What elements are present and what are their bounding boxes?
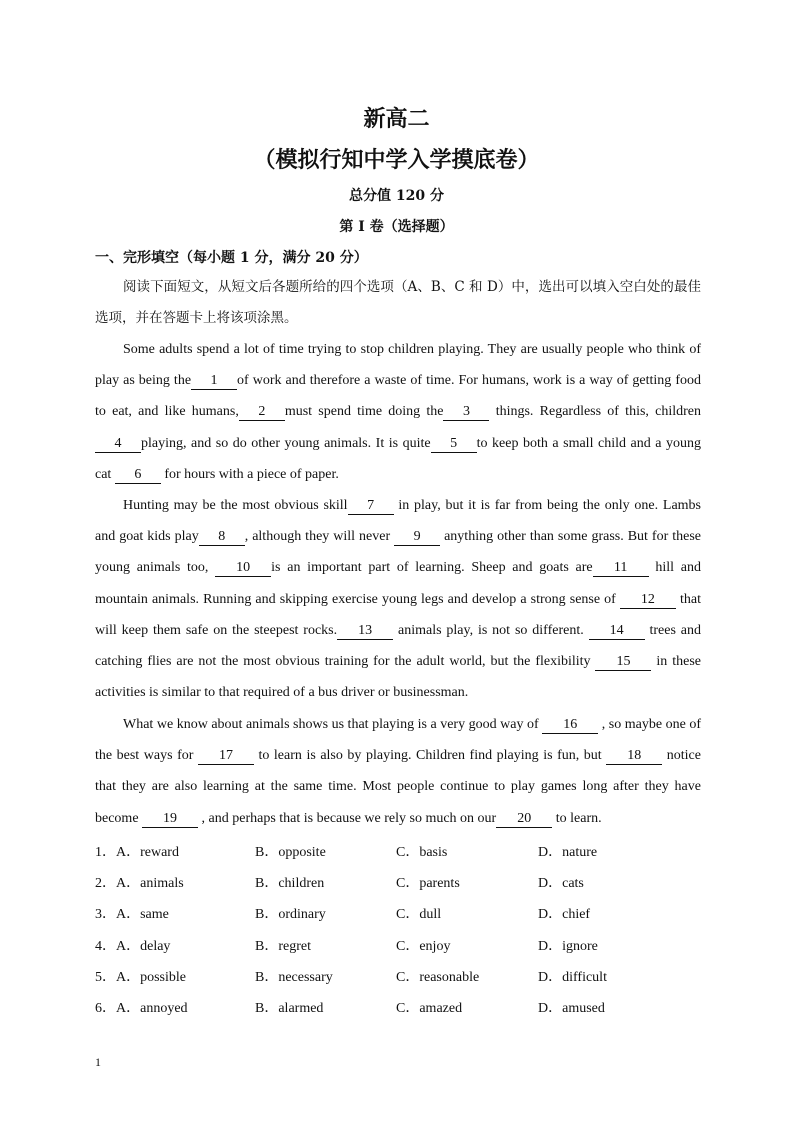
option-b: B．alarmed: [255, 1000, 324, 1016]
answer-blank: 6: [115, 467, 161, 484]
passage-text: for hours with a piece of paper.: [160, 466, 339, 482]
passage-text: , so maybe one of the best ways for: [95, 717, 701, 764]
passage-text: to keep both a small child and a young cat: [95, 435, 701, 482]
option-c: C．basis: [396, 845, 448, 860]
answer-blank: 2: [239, 404, 285, 421]
passage-text: What we know about animals shows us that playing is a very good way of: [123, 717, 543, 732]
passage-text: , although they will never: [244, 529, 395, 545]
option-a: 5．A．possible: [95, 969, 186, 985]
option-row: [95, 932, 715, 963]
passage-paragraph-3: [95, 709, 701, 834]
passage-text: , and perhaps that is because we rely so much on our: [198, 810, 497, 826]
option-row: [95, 963, 715, 994]
option-a: 1．A．reward: [95, 845, 179, 860]
page-subtitle: （模拟行知中学入学摸底卷）: [253, 147, 540, 173]
option-c: C．dull: [396, 907, 442, 923]
option-a: 6．A．annoyed: [95, 1000, 188, 1016]
answer-blank: 7: [348, 498, 394, 515]
option-d: D．chief: [538, 907, 591, 923]
passage-text: to learn.: [552, 810, 602, 826]
passage-paragraph-1: [95, 334, 701, 490]
option-c: C．enjoy: [396, 938, 451, 954]
option-c: C．amazed: [396, 1000, 463, 1016]
answer-blank: 18: [606, 748, 662, 765]
option-b: B．opposite: [255, 845, 326, 860]
passage-text: that will keep them safe on the steepest rocks.: [95, 591, 701, 638]
answer-blank: 20: [496, 811, 552, 828]
passage-text: in these activities is similar to that required of a bus driver or businessman.: [95, 654, 702, 701]
option-d: D．difficult: [538, 969, 607, 985]
answer-blank: 14: [589, 623, 645, 640]
answer-blank: 17: [198, 748, 254, 765]
passage-text: of work and therefore a waste of time. For humans, work is a way of getting food to eat, and like humans,: [95, 373, 701, 420]
passage-text: hill and mountain animals. Running and skipping exercise young legs and develop a strong sense of: [95, 560, 701, 607]
answer-blank: 4: [95, 436, 141, 453]
answer-blank: 1: [191, 373, 237, 390]
passage-text: notice that they are also learning at the same time. Most people continue to play games long after they have become: [95, 748, 701, 826]
answer-blank: 8: [199, 529, 245, 546]
option-row: [95, 994, 715, 1025]
options-list: [95, 838, 715, 1025]
answer-blank: 15: [595, 654, 651, 671]
passage-text: animals play, is not so different.: [393, 622, 589, 638]
option-b: B．necessary: [255, 969, 333, 985]
answer-blank: 10: [215, 560, 271, 577]
answer-blank: 13: [337, 623, 393, 640]
page-number: 1: [95, 1055, 101, 1069]
option-d: D．amused: [538, 1000, 605, 1016]
passage-text: in play, but it is far from being the only one. Lambs and goat kids play: [95, 498, 701, 545]
option-b: B．children: [255, 876, 325, 892]
option-c: C．parents: [396, 876, 460, 892]
option-a: 2．A．animals: [95, 876, 184, 892]
passage-text: anything other than some grass. But for these young animals too,: [95, 529, 701, 576]
passage-text: trees and catching flies are not the most obvious training for the adult world, but the flexibility: [95, 622, 701, 670]
option-d: D．cats: [538, 876, 584, 892]
passage-text: must spend time doing the: [284, 404, 444, 420]
total-score: 总分值 120 分: [349, 188, 444, 204]
instruction-paragraph: 阅读下面短文，从短文后各题所给的四个选项（A、B、C 和 D）中，选出可以填入空白处的最佳选项，并在答题卡上将该项涂黑。: [95, 279, 701, 327]
option-d: D．ignore: [538, 938, 598, 954]
option-d: D．nature: [538, 845, 598, 860]
answer-blank: 12: [620, 592, 676, 609]
passage-text: to learn is also by playing. Children find playing is fun, but: [253, 748, 607, 764]
page-title: 新高二: [363, 106, 430, 132]
passage-text: playing, and so do other young animals. It is quite: [141, 435, 431, 451]
option-b: B．regret: [255, 938, 311, 954]
option-b: B．ordinary: [255, 907, 326, 923]
answer-blank: 19: [142, 811, 198, 828]
option-row: [95, 869, 715, 900]
passage-text: Hunting may be the most obvious skill: [123, 498, 348, 513]
option-row: [95, 900, 715, 931]
passage-paragraph-2: [95, 490, 701, 708]
answer-blank: 5: [431, 436, 477, 453]
answer-blank: 11: [593, 560, 649, 577]
option-row: [95, 838, 715, 869]
passage-text: is an important part of learning. Sheep and goats are: [271, 560, 593, 576]
option-a: 3．A．same: [95, 907, 169, 923]
answer-blank: 16: [542, 717, 598, 734]
answer-blank: 3: [443, 404, 489, 421]
passage-text: Some adults spend a lot of time trying to stop children playing. They are usually people who think of play as being the: [95, 342, 701, 389]
passage-text: things. Regardless of this, children: [489, 404, 701, 420]
answer-blank: 9: [394, 529, 440, 546]
option-a: 4．A．delay: [95, 938, 171, 954]
volume-label: 第 I 卷（选择题）: [339, 219, 454, 235]
section-heading: 一、完形填空（每小题 1 分，满分 20 分）: [95, 250, 368, 266]
option-c: C．reasonable: [396, 969, 480, 985]
